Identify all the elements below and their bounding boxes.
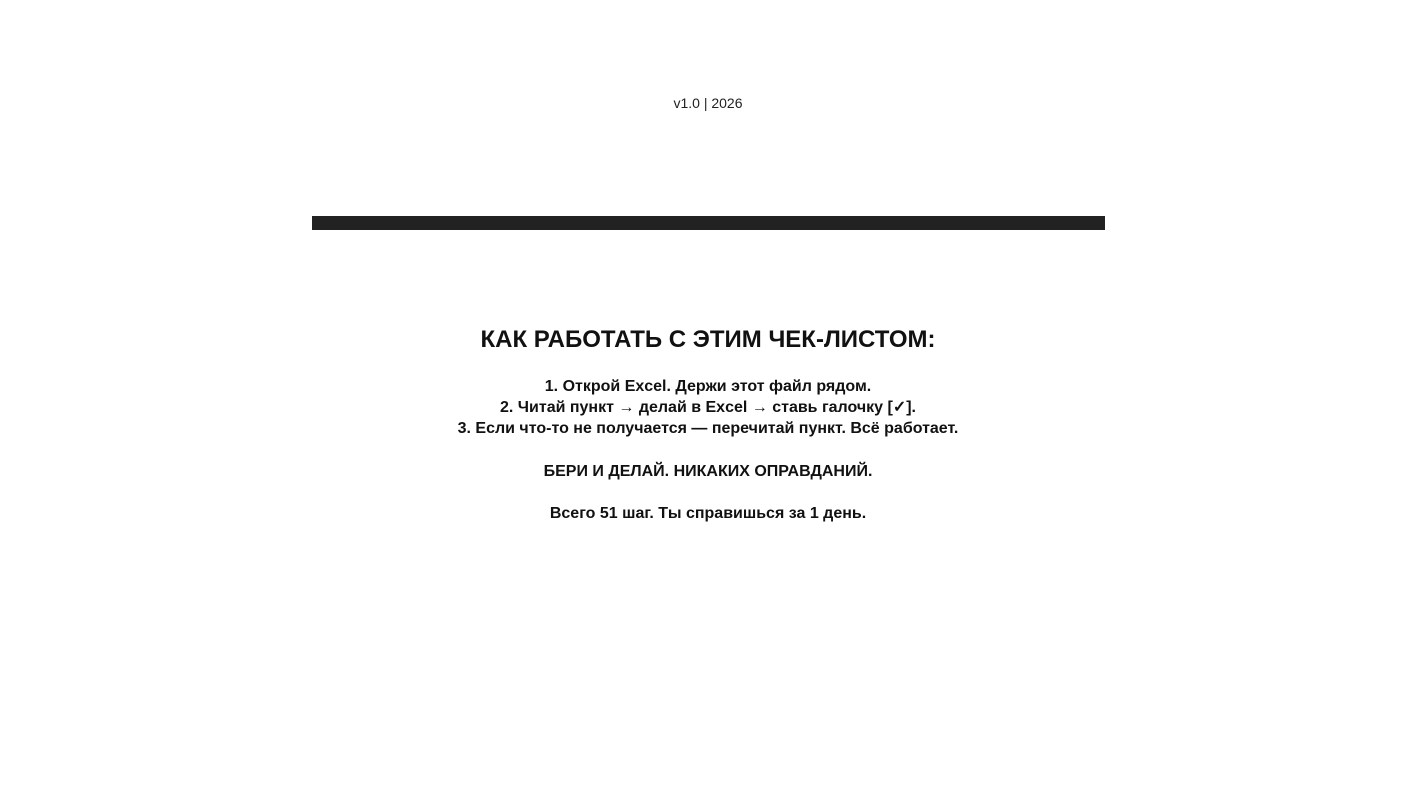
instructions-title: КАК РАБОТАТЬ С ЭТИМ ЧЕК-ЛИСТОМ: — [480, 326, 936, 353]
instructions-steps-list — [0, 376, 1416, 439]
instruction-step-1: 1. Открой Excel. Держи этот файл рядом. — [544, 378, 872, 395]
motto-text: БЕРИ И ДЕЛАЙ. НИКАКИХ ОПРАВДАНИЙ. — [543, 463, 873, 480]
divider-bar — [312, 216, 1105, 230]
instruction-step-3: 3. Если что-то не получается — перечитай пункт. Всё работает. — [457, 420, 959, 437]
total-steps-text: Всего 51 шаг. Ты справишься за 1 день. — [549, 505, 867, 522]
instruction-step-2: 2. Читай пункт → делай в Excel → ставь галочку [✓]. — [499, 399, 916, 416]
version-label: v1.0 | 2026 — [673, 95, 743, 111]
